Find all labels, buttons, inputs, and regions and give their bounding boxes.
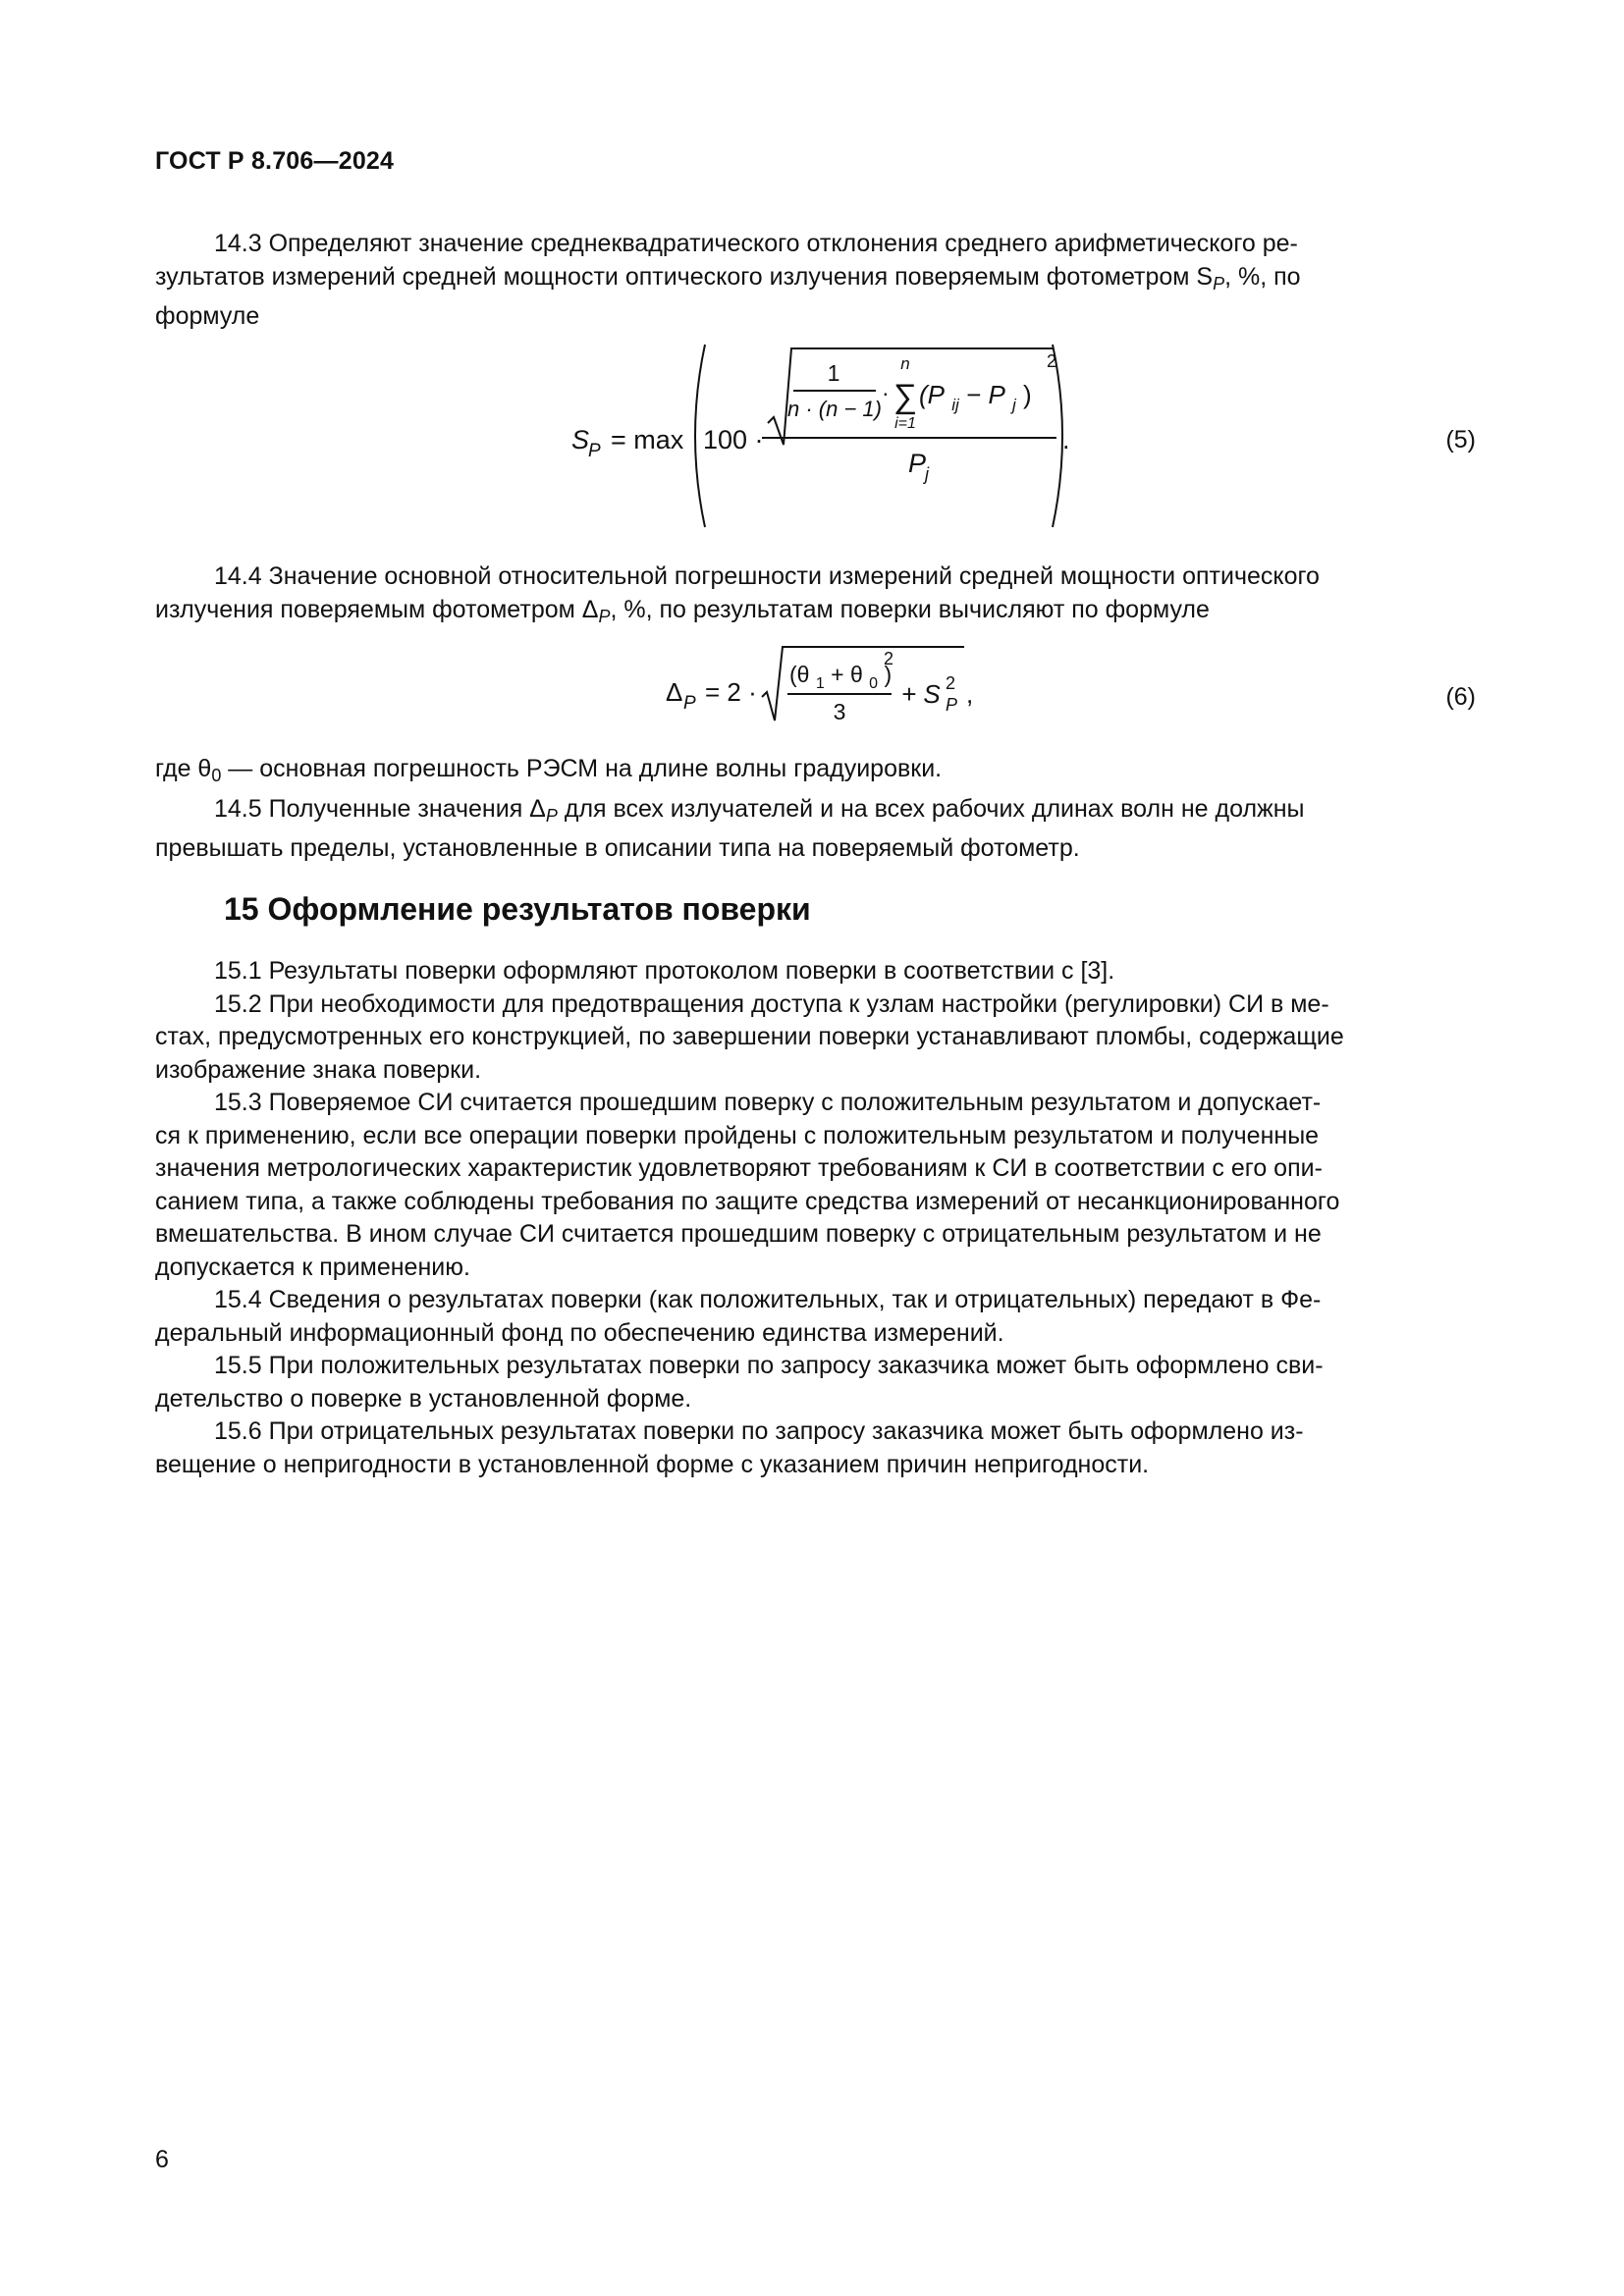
- text-line: 15.4 Сведения о результатах поверки (как положительных, так и отрицательных) передают в Фе-: [214, 1286, 1322, 1313]
- text-line: 14.3 Определяют значение среднеквадратического отклонения среднего арифметического ре-: [214, 230, 1298, 257]
- text-span: , %, по результатам поверки вычисляют по формуле: [610, 595, 1210, 623]
- text-line: допускается к применению.: [155, 1253, 470, 1281]
- text-span: где θ: [155, 755, 212, 782]
- plus-s: + S: [901, 679, 941, 709]
- subscript: P: [598, 606, 611, 626]
- summand-power: 2: [1047, 351, 1057, 371]
- text-line: 15.5 При положительных результатах поверки по запросу заказчика может быть оформлено сви-: [214, 1352, 1324, 1379]
- summand-minus: − P: [966, 380, 1005, 409]
- text-line: детельство о поверке в установленной форме.: [155, 1384, 692, 1413]
- s-subscript: P: [946, 695, 958, 715]
- denominator-subscript: j: [925, 464, 929, 484]
- summand-open: (P: [919, 380, 945, 409]
- fraction-denominator: n · (n − 1): [787, 397, 882, 421]
- subscript: P: [545, 805, 558, 826]
- subscript: P: [1213, 273, 1225, 294]
- fraction-numerator: 1: [827, 360, 840, 386]
- denominator-symbol: P: [908, 449, 927, 478]
- denominator: 3: [833, 699, 846, 724]
- text-line: вещение о непригодности в установленной форме с указанием причин непригодности.: [155, 1450, 1150, 1478]
- summand: [919, 380, 1032, 416]
- text-line: 15.6 При отрицательных результатах поверки по запросу заказчика может быть оформлено из-: [214, 1417, 1304, 1445]
- text-span: , %, по: [1224, 262, 1301, 291]
- section-15-body: [155, 955, 1476, 1481]
- text-line: стах, предусмотренных его конструкцией, по завершении поверки устанавливают пломбы, содержащие: [155, 1023, 1344, 1050]
- formula-equals: = 2 ·: [705, 677, 757, 707]
- text-line: 15.2 При необходимости для предотвращения доступа к узлам настройки (регулировки) СИ в ме-: [214, 989, 1329, 1018]
- text-line: [155, 753, 1476, 793]
- page-number: 6: [155, 2146, 169, 2173]
- sum-lower-limit: i=1: [894, 415, 916, 432]
- numerator-sub0: 0: [869, 675, 879, 692]
- numerator-open: (θ: [789, 662, 810, 687]
- text-line: изображение знака поверки.: [155, 1055, 482, 1084]
- text-line: вмешательства. В ином случае СИ считается прошедшим поверку с отрицательным результатом и не: [155, 1220, 1322, 1248]
- formula-equals-max: = max: [611, 425, 684, 454]
- formula-lhs-subscript: P: [588, 441, 601, 461]
- text-line: значения метрологических характеристик удовлетворяют требованиям к СИ в соответствии с его опи-: [155, 1154, 1323, 1182]
- sum-upper-limit: n: [900, 354, 910, 373]
- text-line: 15.1 Результаты поверки оформляют протоколом поверки в соответствии с [3].: [214, 957, 1115, 985]
- numerator-close: ): [884, 662, 893, 687]
- text-line: формуле: [155, 302, 260, 330]
- right-paren: [1053, 345, 1062, 527]
- formula-lhs-symbol: S: [571, 425, 590, 454]
- multiply-dot: ·: [882, 380, 890, 405]
- s-power: 2: [946, 673, 956, 693]
- paragraph-14-3: [155, 228, 1476, 334]
- text-span: для всех излучателей и на всех рабочих длинах волн не должны: [557, 794, 1305, 823]
- text-line: [155, 793, 1476, 833]
- equation-number-6: (6): [1445, 683, 1476, 711]
- summand-j: j: [1012, 396, 1016, 414]
- text-span: — основная погрешность РЭСМ на длине волны градуировки.: [221, 755, 943, 782]
- subscript: 0: [211, 766, 222, 785]
- text-line: превышать пределы, установленные в описании типа на поверяемый фотометр.: [155, 834, 1080, 862]
- text-line: 15.3 Поверяемое СИ считается прошедшим поверку с положительным результатом и допускает-: [214, 1089, 1322, 1116]
- numerator: [789, 662, 892, 693]
- text-line: [155, 594, 1476, 634]
- formula-comma: ,: [966, 679, 974, 709]
- formula-period: .: [1062, 425, 1070, 454]
- text-span: зультатов измерений средней мощности оптического излучения поверяемым фотометром S: [155, 262, 1214, 291]
- section-15-heading: 15 Оформление результатов поверки: [224, 891, 811, 927]
- text-span: излучения поверяемым фотометром Δ: [155, 595, 599, 623]
- formula-5: [560, 339, 1090, 533]
- formula-lhs-subscript: P: [683, 693, 696, 714]
- paragraph-where-14-5: [155, 753, 1476, 866]
- text-span: 14.5 Полученные значения Δ: [214, 794, 546, 823]
- text-line: [155, 261, 1476, 301]
- text-line: 14.4 Значение основной относительной погрешности измерений средней мощности оптического: [214, 562, 1320, 590]
- sum-symbol: ∑: [893, 378, 918, 415]
- numerator-power: 2: [884, 649, 894, 668]
- summand-ij: ij: [951, 396, 959, 414]
- document-header: ГОСТ Р 8.706—2024: [155, 147, 395, 175]
- formula-coefficient: 100 ·: [703, 425, 764, 454]
- numerator-sub1: 1: [815, 675, 825, 692]
- formula-lhs-symbol: Δ: [666, 677, 683, 707]
- text-line: санием типа, а также соблюдены требования по защите средства измерений от несанкционированного: [155, 1187, 1340, 1215]
- summand-close: ): [1023, 380, 1032, 409]
- text-line: ся к применению, если все операции поверки пройдены с положительным результатом и полученные: [155, 1121, 1320, 1149]
- formula-6: [660, 638, 994, 728]
- equation-number-5: (5): [1445, 426, 1476, 454]
- text-line: деральный информационный фонд по обеспечению единства измерений.: [155, 1318, 1004, 1347]
- paragraph-14-4: [155, 561, 1476, 633]
- numerator-plus: + θ: [831, 662, 863, 687]
